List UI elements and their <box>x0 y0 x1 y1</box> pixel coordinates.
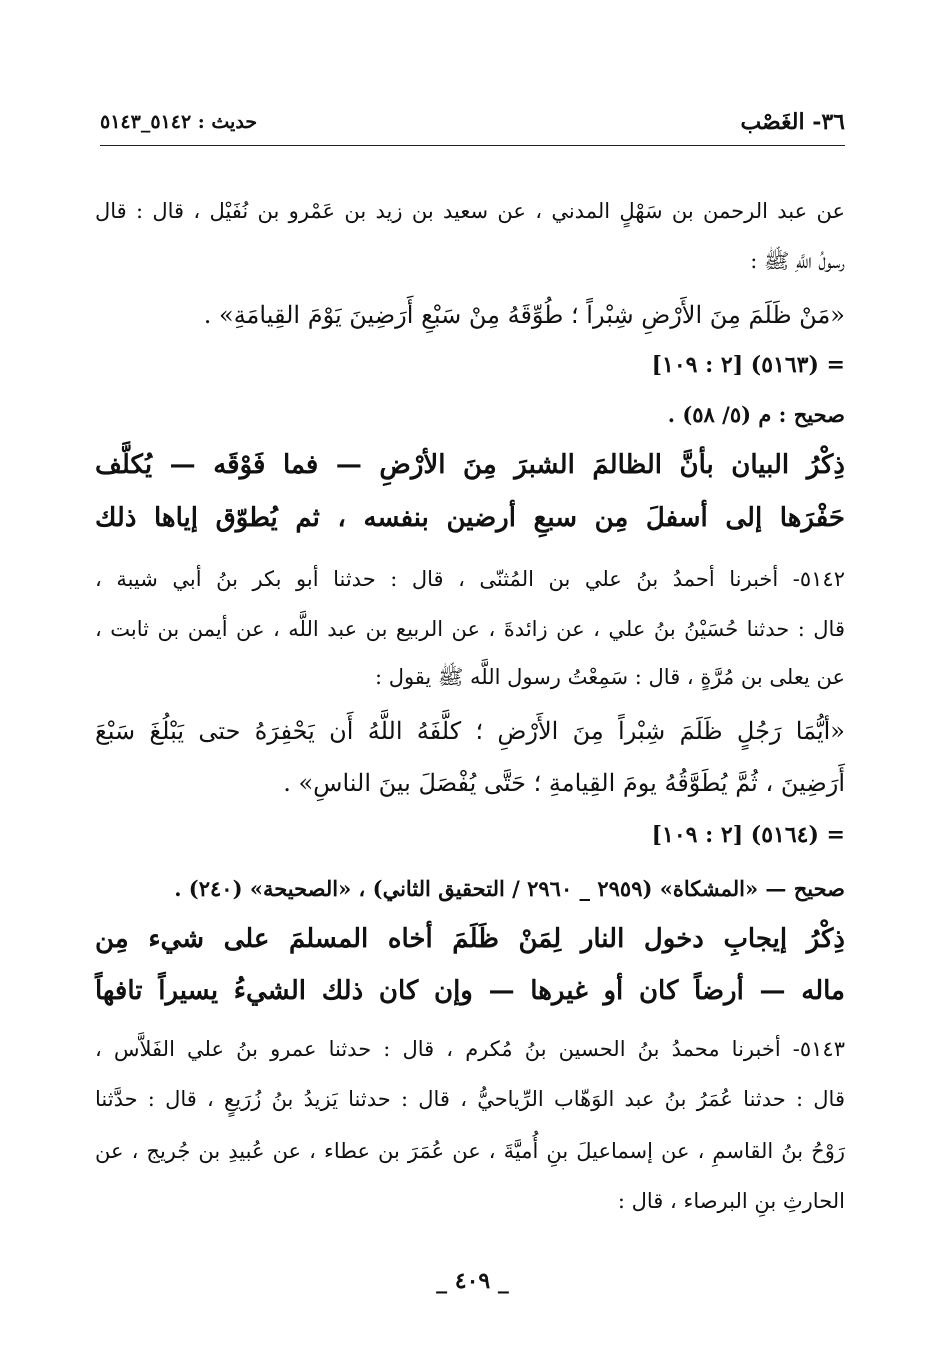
hadith-chain-line: عن يعلى بن مُرَّةٍ ، قال : سَمِعْتُ رسول اللَّه ﷺ يقول : <box>374 665 845 689</box>
page-number: _ ٤٠٩ _ <box>436 1268 509 1294</box>
quoted-hadith-line: «مَنْ ظَلَمَ مِنَ الأَرْضِ شِبْراً ؛ طُوِّقَهُ مِنْ سَبْعِ أَرَضِينَ يَوْمَ القِيامَةِ» . <box>203 301 845 329</box>
text-line: عن عبد الرحمن بن سَهْلٍ المدني ، عن سعيد بن زيد بن عَمْرو بن نُفَيْل ، قال : قال <box>95 199 845 223</box>
grading-note: صحيح : م (٥/ ٥٨) . <box>667 402 845 427</box>
grading-note: صحيح — «المشكاة» (٢٩٥٩ _ ٢٩٦٠ / التحقيق الثاني) ، «الصحيحة» (٢٤٠) . <box>174 876 845 901</box>
text-line: رسولُ اللَّهِ ﷺ : <box>750 249 845 273</box>
section-heading: ماله — أرضاً كان أو غيرها — وإن كان ذلك الشيءُ يسيراً تافهاً <box>95 976 845 1006</box>
hadith-chain-line: ٥١٤٣- أخبرنا محمدُ بنُ الحسين بنُ مُكرم ، قال : حدثنا عمرو بنُ علي الفَلاَّس ، <box>95 1037 845 1061</box>
quoted-hadith-line: أَرَضِينَ ، ثُمَّ يُطَوَّقُهُ يومَ القِيامةِ ؛ حَتَّى يُفْصَلَ بينَ الناسِ» . <box>283 769 845 797</box>
hadith-chain-line: ٥١٤٢- أخبرنا أحمدُ بنُ علي بن المُثنّى ، قال : حدثنا أبو بكر بنُ أبي شيبة ، <box>95 567 845 591</box>
quoted-hadith-line: «أيُّمَا رَجُلٍ ظَلَمَ شِبْراً مِنَ الأَرْضِ ؛ كلَّفَهُ اللَّهُ أَن يَحْفِرَهُ حتى يَبْلُغَ سَبْعَ <box>95 717 845 745</box>
hadith-chain-line: قال : حدثنا عُمَرُ بنُ عبد الوَهّاب الرِّياحيُّ ، قال : حدثنا يَزيدُ بنُ زُرَيعٍ ، قال : حدَّثنا <box>95 1087 845 1111</box>
hadith-chain-line: الحارثِ بنِ البرصاء ، قال : <box>617 1189 845 1213</box>
hadith-range: حديث : ٥١٤٢_٥١٤٣ <box>100 111 258 133</box>
section-heading: حَفْرَها إلى أسفلَ مِن سبعِ أرضين بنفسه ، ثم يُطوّق إياها ذلك <box>95 503 845 533</box>
running-header <box>100 105 845 146</box>
hadith-chain-line: رَوْحُ بنُ القاسمِ ، عن إسماعيلَ بنِ أُميَّةَ ، عن عُمَرَ بن عطاء ، عن عُبيدِ بن جُريج ، عن <box>95 1139 845 1163</box>
chapter-title: ٣٦- الغَصْب <box>740 109 845 135</box>
section-heading: ذِكْرُ إيجابِ دخول النار لِمَنْ ظَلَمَ أخاه المسلمَ على شيء مِن <box>95 924 845 954</box>
cross-reference: = (٥١٦٤) [٢ : ١٠٩] <box>651 822 845 848</box>
cross-reference: = (٥١٦٣) [٢ : ١٠٩] <box>651 352 845 378</box>
section-heading: ذِكْرُ البيان بأنَّ الظالمَ الشبرَ مِنَ الأرْضِ — فما فَوْقَه — يُكلَّف <box>95 450 845 480</box>
hadith-chain-line: قال : حدثنا حُسَيْنُ بنُ علي ، عن زائدةَ ، عن الربيع بن عبد اللَّه ، عن أيمن بن ثابت ، <box>95 617 845 641</box>
